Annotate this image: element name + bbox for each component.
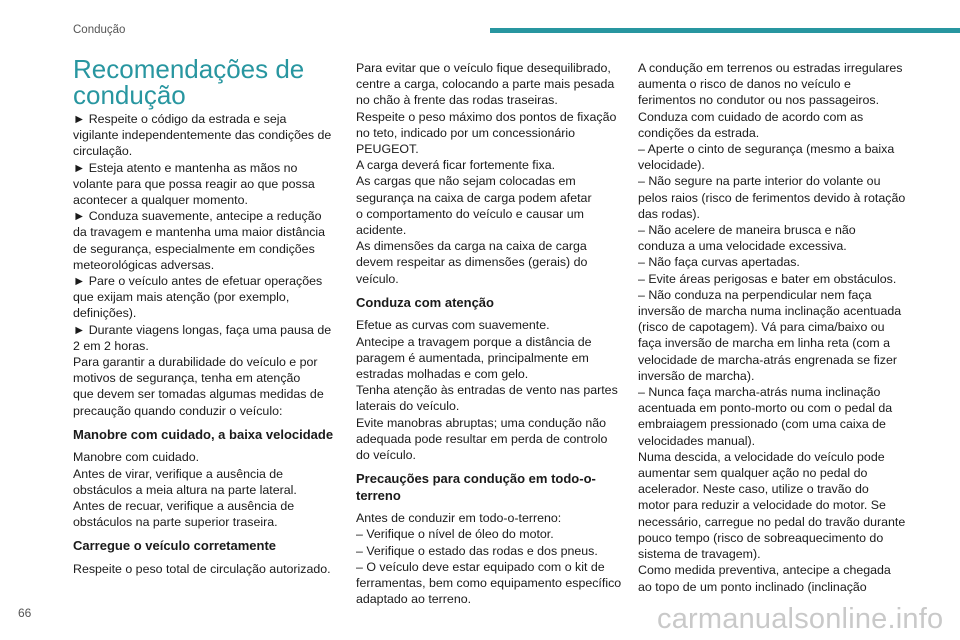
text-line: ► Esteja atento e mantenha as mãos no	[73, 160, 298, 175]
text-line: que devem ser tomadas algumas medidas de	[73, 387, 324, 402]
text-line: no teto, indicado por um concessionário	[356, 125, 576, 140]
text-line: pelos raios (risco de ferimentos devido à rotação	[638, 190, 906, 205]
section-label: Condução	[73, 24, 126, 36]
text-line: inversão de marcha numa inclinação acentuada	[638, 304, 902, 319]
page-title	[73, 56, 343, 108]
text-line: aumentar sem qualquer ação no pedal do	[638, 466, 868, 481]
text-line: Como medida preventiva, antecipe a chegada	[638, 563, 891, 578]
text-line: Respeite o peso máximo dos pontos de fixação	[356, 109, 617, 124]
text-line: aumenta o risco de danos no veículo e	[638, 77, 851, 92]
text-line: Tenha atenção às entradas de vento nas partes	[356, 383, 618, 398]
text-line: faça inversão de marcha em linha reta (com a	[638, 336, 891, 351]
text-line: do veículo.	[356, 447, 416, 462]
text-line: ► Durante viagens longas, faça uma pausa de	[73, 322, 332, 337]
section-heading: Carregue o veículo corretamente	[73, 538, 277, 554]
text-column-2	[356, 60, 621, 607]
text-line: meteorológicas adversas.	[73, 257, 215, 272]
text-line: condições da estrada.	[638, 125, 760, 140]
text-line: velocidade).	[638, 158, 705, 173]
text-line: A carga deverá ficar fortemente fixa.	[356, 158, 556, 173]
text-line: motivos de segurança, tenha em atenção	[73, 371, 301, 386]
text-line: As cargas que não sejam colocadas em	[356, 174, 576, 189]
text-line: ferramentas, bem como equipamento específico	[356, 575, 622, 590]
text-line: Antes de recuar, verifique a ausência de	[73, 498, 295, 513]
text-line: acentuada em ponto-morto ou com o pedal da	[638, 401, 893, 416]
text-line: Efetue as curvas com suavemente.	[356, 318, 550, 333]
text-column-3	[638, 60, 906, 595]
text-line: – Evite áreas perigosas e bater em obstáculos.	[638, 271, 897, 286]
text-column-1	[73, 111, 338, 577]
text-line: Para evitar que o veículo fique desequilibrado,	[356, 61, 611, 75]
text-line: pouco tempo (risco de sobreaquecimento do	[638, 530, 884, 545]
text-line: – Aperte o cinto de segurança (mesmo a baixa	[638, 142, 895, 157]
header-accent-bar	[490, 28, 960, 33]
text-line: de segurança, especialmente em condições	[73, 241, 315, 256]
text-line: Conduza com cuidado de acordo com as	[638, 109, 864, 124]
text-line: – O veículo deve estar equipado com o kit de	[356, 559, 605, 574]
text-line: acelerador. Neste caso, utilize o travão do	[638, 482, 869, 497]
text-line: circulação.	[73, 144, 133, 159]
text-line: – Não faça curvas apertadas.	[638, 255, 800, 270]
text-line: volante para que possa reagir ao que possa	[73, 176, 315, 191]
text-line: velocidade de marcha-atrás engrenada se fizer	[638, 352, 897, 367]
text-line: das rodas).	[638, 206, 700, 221]
text-line: acontecer a qualquer momento.	[73, 193, 248, 208]
text-line: paragem é aumentada, principalmente em	[356, 350, 589, 365]
text-line: ► Respeite o código da estrada e seja	[73, 112, 287, 126]
text-line: ao topo de um ponto inclinado (inclinação	[638, 579, 867, 594]
text-line: – Verifique o estado das rodas e dos pneus.	[356, 543, 598, 558]
text-line: da travagem e mantenha uma maior distância	[73, 225, 326, 240]
text-line: – Não acelere de maneira brusca e não	[638, 223, 856, 238]
text-line: Antes de conduzir em todo-o-terreno:	[356, 511, 562, 526]
page-title-line: condução	[73, 80, 186, 110]
text-line: veículo.	[356, 271, 399, 286]
text-line: – Não segure na parte interior do volante ou	[638, 174, 881, 189]
watermark: carmanualsonline.info	[657, 603, 944, 635]
text-line: 2 em 2 horas.	[73, 338, 149, 353]
text-line: Respeite o peso total de circulação autorizado.	[73, 561, 331, 576]
text-line: – Não conduza na perpendicular nem faça	[638, 287, 872, 302]
text-line: Manobre com cuidado.	[73, 450, 200, 465]
page-number: 66	[18, 606, 32, 620]
text-line: devem respeitar as dimensões (gerais) do	[356, 255, 588, 270]
text-line: necessário, carregue no pedal do travão durante	[638, 514, 906, 529]
text-line: estradas molhadas e com gelo.	[356, 366, 529, 381]
text-line: Evite manobras abruptas; uma condução não	[356, 415, 607, 430]
text-line: adaptado ao terreno.	[356, 592, 472, 607]
text-line: precaução quando conduzir o veículo:	[73, 403, 283, 418]
text-line: acidente.	[356, 223, 407, 238]
text-line: que exijam mais atenção (por exemplo,	[73, 290, 290, 305]
text-line: Antecipe a travagem porque a distância de	[356, 334, 592, 349]
text-line: ► Conduza suavemente, antecipe a redução	[73, 209, 322, 224]
text-line: conduza a uma velocidade excessiva.	[638, 239, 847, 254]
text-line: Antes de virar, verifique a ausência de	[73, 466, 284, 481]
text-line: obstáculos a meia altura na parte lateral.	[73, 482, 297, 497]
text-line: velocidades manual).	[638, 433, 756, 448]
text-line: definições).	[73, 306, 137, 321]
text-line: o comportamento do veículo e causar um	[356, 206, 584, 221]
text-line: A condução em terrenos ou estradas irregulares	[638, 61, 903, 75]
section-heading: Precauções para condução em todo-o-terreno	[356, 471, 596, 503]
text-line: vigilante independentemente das condições de	[73, 128, 332, 143]
text-line: – Verifique o nível de óleo do motor.	[356, 527, 554, 542]
section-heading: Manobre com cuidado, a baixa velocidade	[73, 426, 334, 442]
text-line: As dimensões da carga na caixa de carga	[356, 239, 587, 254]
text-line: no chão à frente das rodas traseiras.	[356, 93, 558, 108]
text-line: ferimentos no condutor ou nos passageiros.	[638, 93, 880, 108]
text-line: inversão de marcha).	[638, 368, 755, 383]
text-line: (risco de capotagem). Vá para cima/baixo ou	[638, 320, 885, 335]
text-line: Numa descida, a velocidade do veículo pode	[638, 449, 885, 464]
text-line: ► Pare o veículo antes de efetuar operações	[73, 274, 323, 289]
text-line: obstáculos na parte superior traseira.	[73, 515, 278, 530]
text-line: PEUGEOT.	[356, 142, 419, 157]
text-line: motor para reduzir a velocidade do motor. Se	[638, 498, 886, 513]
text-line: embraiagem pressionado (com uma caixa de	[638, 417, 886, 432]
text-line: – Nunca faça marcha-atrás numa inclinação	[638, 385, 881, 400]
text-line: adequada pode resultar em perda de controlo	[356, 431, 608, 446]
text-line: sistema de travagem).	[638, 547, 761, 562]
text-line: centre a carga, colocando a parte mais pesada	[356, 77, 615, 92]
section-heading: Conduza com atenção	[356, 294, 494, 310]
text-line: Para garantir a durabilidade do veículo e por	[73, 355, 318, 370]
page-title-line: Recomendações de	[73, 54, 305, 84]
text-line: segurança na caixa de carga podem afetar	[356, 190, 592, 205]
text-line: laterais do veículo.	[356, 399, 460, 414]
